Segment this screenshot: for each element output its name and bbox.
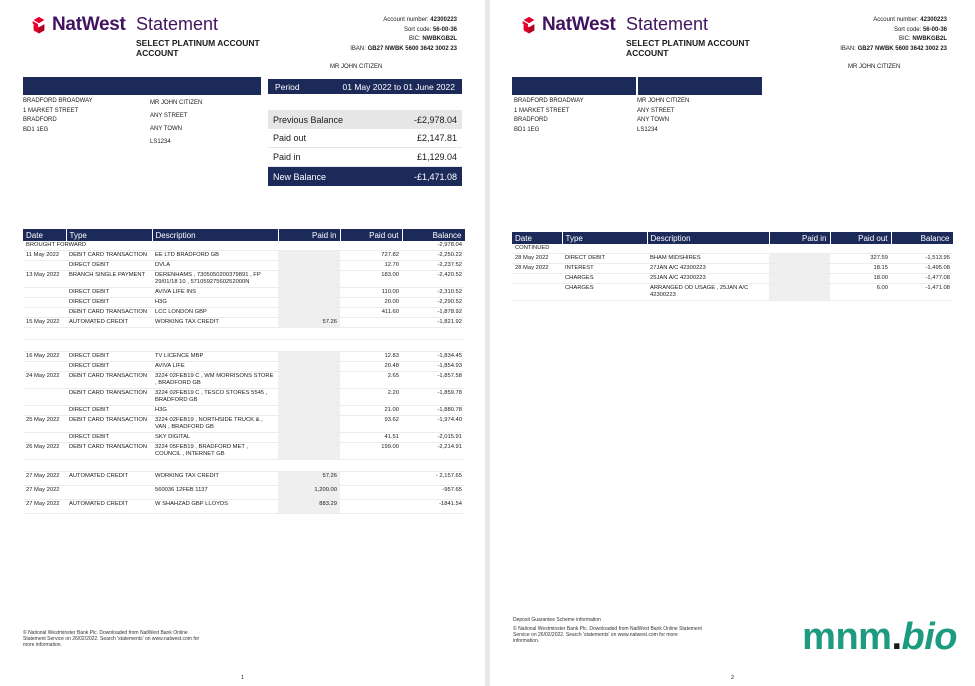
statement-title: Statement — [136, 14, 219, 34]
statement-title: Statement — [626, 14, 709, 34]
table-header — [23, 229, 465, 241]
cell-paid-out — [340, 472, 402, 486]
cell-paid-in: 57.26 — [278, 318, 340, 328]
cell-paid-in — [278, 352, 340, 362]
cell-description: EE LTD BRADFORD GB — [152, 251, 278, 261]
cell-description: 560036 12FEB 1137 — [152, 486, 278, 500]
cell-balance: -1,880.78 — [402, 406, 465, 416]
table-row — [512, 274, 953, 284]
natwest-cubes-icon — [30, 16, 48, 34]
deposit-guarantee-title: Deposit Guarantee Scheme information — [513, 617, 601, 623]
cell-paid-out: 93.62 — [340, 416, 402, 433]
cell-paid-out: 20.00 — [340, 298, 402, 308]
cell-balance: - 2,157.65 — [402, 472, 465, 486]
customer-name-top: MR JOHN CITIZEN — [848, 64, 901, 70]
transactions-table — [23, 229, 466, 514]
cell-description: AVIVA LIFE INS — [152, 288, 278, 298]
table-row — [23, 443, 465, 460]
cell-paid-in — [278, 271, 340, 288]
cell-paid-in — [278, 406, 340, 416]
cell-type: DIRECT DEBIT — [66, 288, 152, 298]
cell-paid-in — [278, 416, 340, 433]
cell-paid-in — [769, 284, 830, 301]
cell-paid-out: 327.59 — [830, 254, 891, 264]
cell-description: 3224 02FEB19 C , WM MORRISONS STORE , BRADFORD GB — [152, 372, 278, 389]
customer-address: MR JOHN CITIZEN ANY STREET ANY TOWN LS1234 — [150, 100, 203, 145]
cell-description: LCC LONDON GBP — [152, 308, 278, 318]
header-band-right — [638, 77, 762, 95]
cell-paid-out: 6.00 — [830, 284, 891, 301]
footer-legal: © National Westminster Bank Plc. Downloaded from NatWest Bank Online Statement Service on 26/02/2022. Search 'statements' on www.natwest.com for more information. — [23, 630, 200, 648]
cell-paid-out: 411.60 — [340, 308, 402, 318]
cell-date — [23, 433, 66, 443]
cell-type: CHARGES — [562, 274, 647, 284]
cell-type: DIRECT DEBIT — [66, 433, 152, 443]
page-number: 1 — [241, 675, 245, 681]
cell-date — [23, 362, 66, 372]
cell-type: DIRECT DEBIT — [562, 254, 647, 264]
cell-date — [512, 274, 562, 284]
cell-description: ARRANGED OD USAGE , 25JAN A/C 42300223 — [647, 284, 769, 301]
account-meta: Account number: 42300223 Sort code: 56-00-36 BIC: NWBKGB2L IBAN: GB27 NWBK 5600 3642 3002 23 — [840, 17, 947, 52]
statement-page-1 — [0, 0, 485, 686]
table-row — [23, 308, 465, 318]
cell-date: 27 May 2022 — [23, 472, 66, 486]
cell-balance: -1,854.93 — [402, 362, 465, 372]
cell-description: 3224 02FEB19 C , TESCO STORES 5545 , BRADFORD GB — [152, 389, 278, 406]
cell-date — [23, 308, 66, 318]
cell-balance: -1,834.45 — [402, 352, 465, 362]
paid-in-row: Paid in £1,129.04 — [268, 148, 462, 167]
cell-balance: -2,310.52 — [402, 288, 465, 298]
cell-date: 28 May 2022 — [512, 254, 562, 264]
previous-balance-row: Previous Balance -£2,978.04 — [268, 110, 462, 129]
cell-date: 25 May 2022 — [23, 416, 66, 433]
cell-date: 28 May 2022 — [512, 264, 562, 274]
table-row — [23, 261, 465, 271]
table-row — [23, 416, 465, 433]
cell-type: AUTOMATED CREDIT — [66, 318, 152, 328]
cell-paid-out: 20.48 — [340, 362, 402, 372]
cell-date: 13 May 2022 — [23, 271, 66, 288]
table-row — [23, 472, 465, 486]
cell-balance: -1,471.08 — [891, 284, 953, 301]
cell-balance: -2,214.91 — [402, 443, 465, 460]
cell-type: DEBIT CARD TRANSACTION — [66, 389, 152, 406]
natwest-logo — [520, 14, 616, 36]
page-number: 2 — [731, 675, 735, 681]
cell-paid-in — [769, 254, 830, 264]
cell-balance: -1,974.40 — [402, 416, 465, 433]
cell-type: DEBIT CARD TRANSACTION — [66, 443, 152, 460]
table-row — [512, 254, 953, 264]
table-spacer — [23, 340, 465, 352]
cell-description: TV LICENCE MBP — [152, 352, 278, 362]
cell-date: 15 May 2022 — [23, 318, 66, 328]
cell-description: BHAM MIDSHIRES — [647, 254, 769, 264]
table-spacer — [23, 328, 465, 340]
iban: GB27 NWBK 5600 3642 3002 23 — [367, 45, 457, 52]
cell-description: SKY DIGITAL — [152, 433, 278, 443]
cell-paid-out — [340, 318, 402, 328]
cell-date: 26 May 2022 — [23, 443, 66, 460]
cell-type: DIRECT DEBIT — [66, 298, 152, 308]
balance-summary — [268, 110, 462, 186]
cell-type: INTEREST — [562, 264, 647, 274]
cell-type: DIRECT DEBIT — [66, 352, 152, 362]
cell-date — [23, 261, 66, 271]
cell-balance: -1,821.92 — [402, 318, 465, 328]
statement-page-2 — [490, 0, 975, 686]
continued-row: CONTINUED — [512, 244, 953, 254]
cell-description: DVLA — [152, 261, 278, 271]
cell-date: 24 May 2022 — [23, 372, 66, 389]
natwest-cubes-icon — [520, 16, 538, 34]
table-row — [23, 389, 465, 406]
cell-type: AUTOMATED CREDIT — [66, 500, 152, 514]
cell-description: 25JAN A/C 42300223 — [647, 274, 769, 284]
bank-name: NatWest — [542, 14, 616, 35]
cell-type: DEBIT CARD TRANSACTION — [66, 308, 152, 318]
col-balance: Balance — [891, 232, 953, 244]
cell-paid-out: 12.83 — [340, 352, 402, 362]
natwest-logo — [30, 14, 126, 36]
cell-paid-out: 18.15 — [830, 264, 891, 274]
paid-out-row: Paid out £2,147.81 — [268, 129, 462, 148]
cell-paid-in: 883.29 — [278, 500, 340, 514]
cell-type: CHARGES — [562, 284, 647, 301]
cell-paid-in — [278, 298, 340, 308]
cell-balance: -2,250.22 — [402, 251, 465, 261]
header-band — [23, 77, 261, 95]
cell-description: W SHAHZAD GBP LLOYDS — [152, 500, 278, 514]
cell-balance: -2,290.52 — [402, 298, 465, 308]
cell-description: DERENHAMS , 7305050200379891 , FP 29/01/18 10 , 57105927560252000N — [152, 271, 278, 288]
col-balance: Balance — [402, 229, 465, 241]
cell-balance: -1,495.08 — [891, 264, 953, 274]
cell-balance: -1,477.08 — [891, 274, 953, 284]
cell-description: AVIVA LIFE — [152, 362, 278, 372]
cell-paid-in: 1,200.00 — [278, 486, 340, 500]
cell-date — [23, 389, 66, 406]
cell-paid-in — [278, 372, 340, 389]
col-description: Description — [647, 232, 769, 244]
cell-paid-out: 41.51 — [340, 433, 402, 443]
table-row — [23, 486, 465, 500]
cell-balance: -1,857.58 — [402, 372, 465, 389]
cell-type — [66, 486, 152, 500]
cell-paid-in — [278, 261, 340, 271]
table-row — [23, 406, 465, 416]
cell-paid-in — [278, 443, 340, 460]
table-spacer — [23, 460, 465, 472]
cell-description: WORKING TAX CREDIT — [152, 318, 278, 328]
cell-description: 3224 05FEB19 , BRADFORD MET , COUNCIL , INTERNET GB — [152, 443, 278, 460]
cell-balance: -1841.54 — [402, 500, 465, 514]
footer-legal: © National Westminster Bank Plc. Downloaded from NatWest Bank Online Statement Service on 26/02/2022. Search 'statements' on www.natwest.com for more information. — [513, 626, 702, 644]
cell-paid-out: 183.00 — [340, 271, 402, 288]
table-header — [512, 232, 953, 244]
bic: NWBKGB2L — [422, 36, 457, 42]
table-row — [512, 264, 953, 274]
cell-paid-out: 110.00 — [340, 288, 402, 298]
col-paid-in: Paid in — [278, 229, 340, 241]
table-row — [23, 352, 465, 362]
table-row — [23, 362, 465, 372]
statement-period: Period 01 May 2022 to 01 June 2022 — [268, 79, 462, 94]
cell-type: DIRECT DEBIT — [66, 261, 152, 271]
account-type: SELECT PLATINUM ACCOUNT ACCOUNT — [136, 38, 260, 58]
cell-balance: -1,859.78 — [402, 389, 465, 406]
footer-notes — [513, 617, 703, 644]
cell-date — [23, 288, 66, 298]
customer-address: MR JOHN CITIZEN ANY STREET ANY TOWN LS1234 — [637, 98, 690, 133]
col-paid-out: Paid out — [340, 229, 402, 241]
cell-type: DIRECT DEBIT — [66, 406, 152, 416]
col-description: Description — [152, 229, 278, 241]
cell-description: WORKING TAX CREDIT — [152, 472, 278, 486]
cell-description: H3G — [152, 298, 278, 308]
table-row — [23, 500, 465, 514]
cell-paid-out — [340, 500, 402, 514]
col-date: Date — [23, 229, 66, 241]
cell-paid-out: 21.00 — [340, 406, 402, 416]
table-row — [23, 433, 465, 443]
cell-date: 27 May 2022 — [23, 500, 66, 514]
cell-description: H3G — [152, 406, 278, 416]
cell-date: 16 May 2022 — [23, 352, 66, 362]
cell-paid-out — [340, 486, 402, 500]
cell-date: 11 May 2022 — [23, 251, 66, 261]
cell-type: DEBIT CARD TRANSACTION — [66, 251, 152, 261]
sort-code: 56-00-36 — [432, 26, 457, 33]
table-row — [512, 284, 953, 301]
table-row — [23, 298, 465, 308]
cell-date — [23, 406, 66, 416]
cell-paid-out: 18.00 — [830, 274, 891, 284]
col-date: Date — [512, 232, 562, 244]
cell-paid-out: 2.65 — [340, 372, 402, 389]
table-row — [23, 271, 465, 288]
period-value: 01 May 2022 to 01 June 2022 — [342, 81, 455, 92]
col-paid-out: Paid out — [830, 232, 891, 244]
cell-paid-in — [769, 274, 830, 284]
cell-paid-out: 12.70 — [340, 261, 402, 271]
brought-forward-row: BROUGHT FORWARD -2,978.04 — [23, 241, 465, 251]
cell-type: DEBIT CARD TRANSACTION — [66, 372, 152, 389]
cell-paid-out: 2.20 — [340, 389, 402, 406]
cell-paid-in — [769, 264, 830, 274]
cell-balance: -2,015.91 — [402, 433, 465, 443]
cell-paid-in: 57.26 — [278, 472, 340, 486]
cell-date — [23, 298, 66, 308]
account-type: SELECT PLATINUM ACCOUNT ACCOUNT — [626, 38, 750, 58]
transactions-table — [512, 232, 954, 301]
header-band-left — [512, 77, 636, 95]
cell-type: DIRECT DEBIT — [66, 362, 152, 372]
table-row — [23, 318, 465, 328]
col-type: Type — [562, 232, 647, 244]
cell-paid-in — [278, 389, 340, 406]
cell-balance: -957.65 — [402, 486, 465, 500]
cell-paid-in — [278, 362, 340, 372]
cell-balance: -2,237.52 — [402, 261, 465, 271]
col-paid-in: Paid in — [769, 232, 830, 244]
cell-paid-in — [278, 433, 340, 443]
table-row — [23, 288, 465, 298]
bank-name: NatWest — [52, 14, 126, 35]
col-type: Type — [66, 229, 152, 241]
account-meta: Account number: 42300223 Sort code: 56-00-36 BIC: NWBKGB2L IBAN: GB27 NWBK 5600 3642 3002 23 — [350, 17, 457, 52]
cell-paid-out: 727.82 — [340, 251, 402, 261]
cell-description: 3224 02FEB19 , NORTHSIDE TRUCK & , VAN , BRADFORD GB — [152, 416, 278, 433]
table-row — [23, 372, 465, 389]
branch-address: BRADFORD BROADWAY 1 MARKET STREET BRADFORD BD1 1EG — [23, 98, 93, 133]
cell-description: 27JAN A/C 42300223 — [647, 264, 769, 274]
customer-name-top: MR JOHN CITIZEN — [330, 64, 383, 70]
new-balance-row: New Balance -£1,471.08 — [268, 167, 462, 186]
cell-type: DEBIT CARD TRANSACTION — [66, 416, 152, 433]
cell-balance: -1,878.92 — [402, 308, 465, 318]
cell-type: BRANCH SINGLE PAYMENT — [66, 271, 152, 288]
cell-paid-out: 199.00 — [340, 443, 402, 460]
account-number: 42300223 — [430, 17, 457, 23]
cell-paid-in — [278, 251, 340, 261]
cell-date: 27 May 2022 — [23, 486, 66, 500]
cell-type: AUTOMATED CREDIT — [66, 472, 152, 486]
mnm-bio-watermark: mnm.bio — [802, 616, 957, 658]
cell-paid-in — [278, 308, 340, 318]
cell-paid-in — [278, 288, 340, 298]
cell-balance: -2,420.52 — [402, 271, 465, 288]
cell-balance: -1,513.95 — [891, 254, 953, 264]
table-row — [23, 251, 465, 261]
cell-date — [512, 284, 562, 301]
branch-address: BRADFORD BROADWAY 1 MARKET STREET BRADFORD BD1 1EG — [514, 98, 584, 133]
